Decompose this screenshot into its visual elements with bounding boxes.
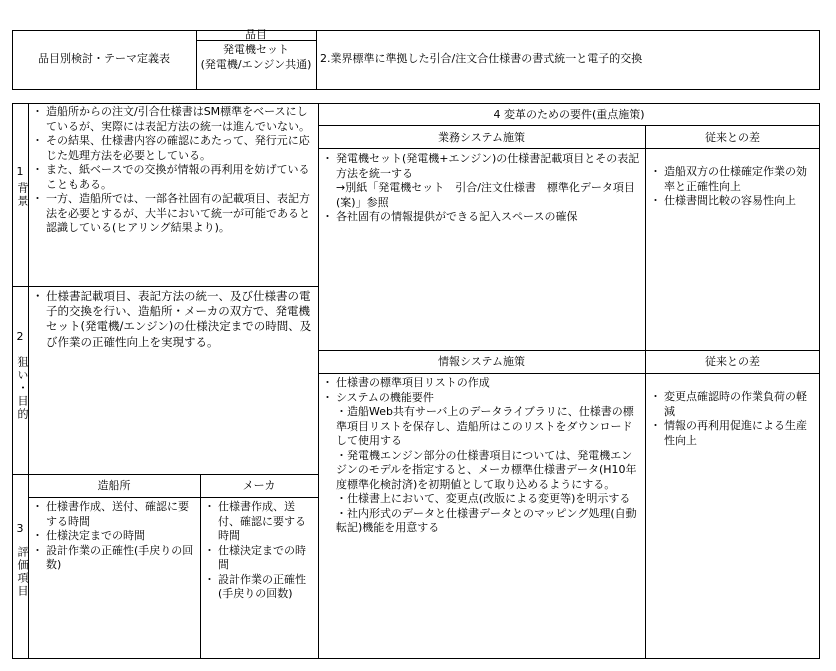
section-1-label: 背景 [16, 182, 29, 208]
section-3-label: 評価項目 [16, 546, 29, 598]
business-header: 業務システム施策 [438, 131, 525, 144]
list-item: ・ 仕様書の標準項目リストの作成 [322, 376, 642, 391]
list-item: ・ 仕様書記載項目、表記方法の統一、及び仕様書の電子的交換を行い、造船所・メーカの双方で、発電機セット(発電機/エンジン)の仕様決定までの時間、及び作業の正確性向上を実現する。 [32, 289, 314, 350]
business-diff-list [650, 165, 816, 209]
list-item: ・仕様書上において、変更点(改版による変更等)を明示する [336, 492, 631, 506]
list-item: ・造船Web共有サーバ上のデータライブラリに、仕様書の標準項目リストを保存し、造船所はこのリストをダウンロードして使用する [336, 405, 634, 448]
eval-shipyard-list [32, 500, 196, 573]
right-col-divider [645, 125, 646, 659]
list-item: ・ 造船双方の仕様確定作業の効率と正確性向上 [650, 165, 816, 194]
list-item: ・ 各社固有の情報提供ができる記入スペースの確保 [322, 210, 642, 225]
doc-title: 品目別検討・テーマ定義表 [38, 52, 170, 65]
item-label: 品目 [245, 28, 267, 41]
list-item: →別紙「発電機セット 引合/注文仕様書 標準化データ項目(案)」参照 [336, 181, 635, 209]
info-header: 情報システム施策 [438, 355, 525, 368]
eval-maker-header: メーカ [242, 479, 276, 492]
background-list [32, 105, 314, 236]
section-2-label: 狙い・目的 [16, 356, 29, 421]
eval-col-divider [200, 474, 201, 659]
info-diff-list [650, 390, 816, 448]
list-item: ・ 設計作業の正確性(手戻りの回数) [204, 573, 314, 602]
list-item: ・ 発電機セット(発電機+エンジン)の仕様書記載項目とその表記方法を統一する [322, 152, 642, 181]
section2-bottom [12, 474, 318, 475]
list-item: ・ 仕様決定までの時間 [32, 529, 196, 544]
header-divider-2 [316, 30, 317, 90]
list-item: ・ 一方、造船所では、一部各社固有の記載項目、表記方法を必要とするが、大半において統一が可能であると認識している(ヒアリング結果より)。 [32, 192, 314, 236]
list-item: ・ 造船所からの注文/引合仕様書はSM標準をベースにしているが、実際には表記方法の統一は進んでいない。 [32, 105, 314, 134]
list-item: ・ その結果、仕様書内容の確認にあたって、発行元に応じた処理方法を必要としている。 [32, 134, 314, 163]
eval-shipyard-header: 造船所 [97, 479, 131, 492]
section-3-number: 3 [16, 522, 24, 535]
list-item: ・ 仕様書作成、送付、確認に要する時間 [32, 500, 196, 529]
purpose-list [32, 289, 314, 350]
right-title-line [318, 125, 820, 126]
list-item: ・ 設計作業の正確性(手戻りの回数) [32, 544, 196, 573]
business-header-line [318, 148, 820, 149]
eval-maker-list [204, 500, 314, 602]
info-list [322, 376, 642, 536]
info-top-line [318, 350, 820, 351]
section-1-number: 1 [16, 165, 24, 178]
business-list [322, 152, 642, 225]
list-item: ・ 仕様決定までの時間 [204, 544, 314, 573]
list-item: ・ また、紙ベースでの交換が情報の再利用を妨げていることもある。 [32, 163, 314, 192]
section1-bottom [12, 286, 318, 287]
theme-text: 2.業界標準に準拠した引合/注文合仕様書の書式統一と電子的交換 [320, 52, 643, 65]
list-item: ・ 変更点確認時の作業負荷の軽減 [650, 390, 816, 419]
eval-header-line [28, 497, 318, 498]
list-item: ・ システムの機能要件 [322, 391, 642, 406]
info-header-line [318, 373, 820, 374]
list-item: ・ 仕様書間比較の容易性向上 [650, 194, 816, 209]
list-item: ・発電機エンジン部分の仕様書項目については、発電機エンジンのモデルを指定すると、メーカ標準仕様書データ(H10年度標準化検討済)を初期値として取り込めるようにする。 [336, 448, 637, 491]
list-item: ・ 情報の再利用促進による生産性向上 [650, 419, 816, 448]
list-item: ・社内形式のデータと仕様書データとのマッピング処理(自動転記)機能を用意する [336, 506, 637, 535]
info-diff-header: 従来との差 [705, 355, 760, 368]
list-item: ・ 仕様書作成、送付、確認に要する時間 [204, 500, 314, 544]
left-right-divider [318, 103, 319, 659]
business-diff-header: 従来との差 [705, 131, 760, 144]
item-value: 発電機セット (発電機/エンジン共通) [200, 43, 312, 71]
requirements-title: 4 変革のための要件(重点施策) [493, 108, 645, 121]
section-2-number: 2 [16, 330, 24, 343]
